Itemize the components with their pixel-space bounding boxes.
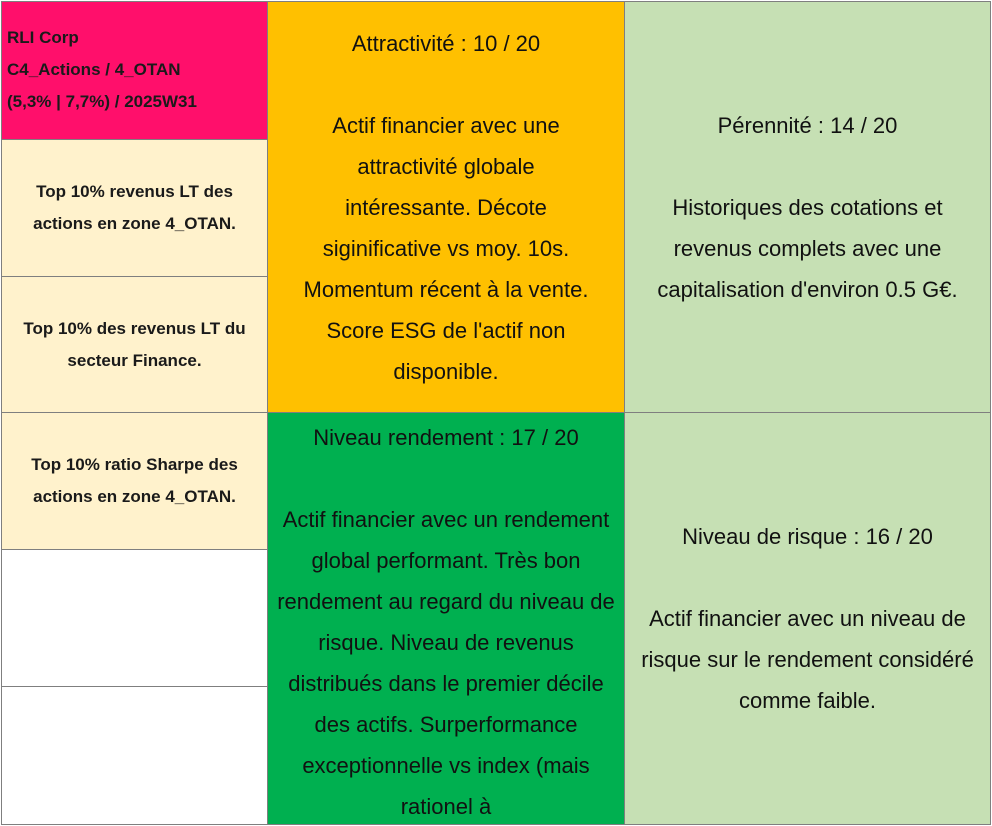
highlight-text: Top 10% revenus LT des actions en zone 4_OTAN. (33, 182, 236, 233)
highlight-cell-2 (1, 276, 268, 413)
risque-cell (624, 412, 991, 825)
asset-stats: (5,3% | 7,7%) / 2025W31 (7, 92, 197, 111)
rendement-text: Actif financier avec un rendement global performant. Très bon rendement au regard du niveau de risque. Niveau de revenus distribués dans le premier décile des actifs. Surperformance exceptionnelle vs index (mais rationel à (277, 507, 615, 819)
highlight-cell-3 (1, 412, 268, 550)
rendement-cell (267, 412, 625, 825)
perennite-cell (624, 1, 991, 413)
highlight-cell-5 (1, 686, 268, 825)
attractivite-text: Actif financier avec une attractivité globale intéressante. Décote siginificative vs moy. 10s. Momentum récent à la vente. Score ESG de l'actif non disponible. (303, 113, 589, 384)
risque-title: Niveau de risque : 16 / 20 (682, 524, 933, 549)
asset-name: RLI Corp (7, 28, 79, 47)
rendement-title: Niveau rendement : 17 / 20 (313, 425, 579, 450)
asset-header-cell (1, 1, 268, 140)
attractivite-title: Attractivité : 10 / 20 (351, 31, 541, 56)
perennite-text: Historiques des cotations et revenus complets avec une capitalisation d'environ 0.5 G€. (657, 194, 958, 302)
risque-text: Actif financier avec un niveau de risque sur le rendement considéré comme faible. (641, 606, 974, 713)
perennite-title: Pérennité : 14 / 20 (717, 112, 898, 138)
highlight-cell-4 (1, 549, 268, 687)
highlight-cell-1 (1, 139, 268, 277)
attractivite-cell (267, 1, 625, 413)
asset-classification: C4_Actions / 4_OTAN (7, 60, 181, 79)
highlight-text: Top 10% ratio Sharpe des actions en zone 4_OTAN. (31, 455, 238, 506)
highlight-text: Top 10% des revenus LT du secteur Finance. (23, 318, 246, 370)
